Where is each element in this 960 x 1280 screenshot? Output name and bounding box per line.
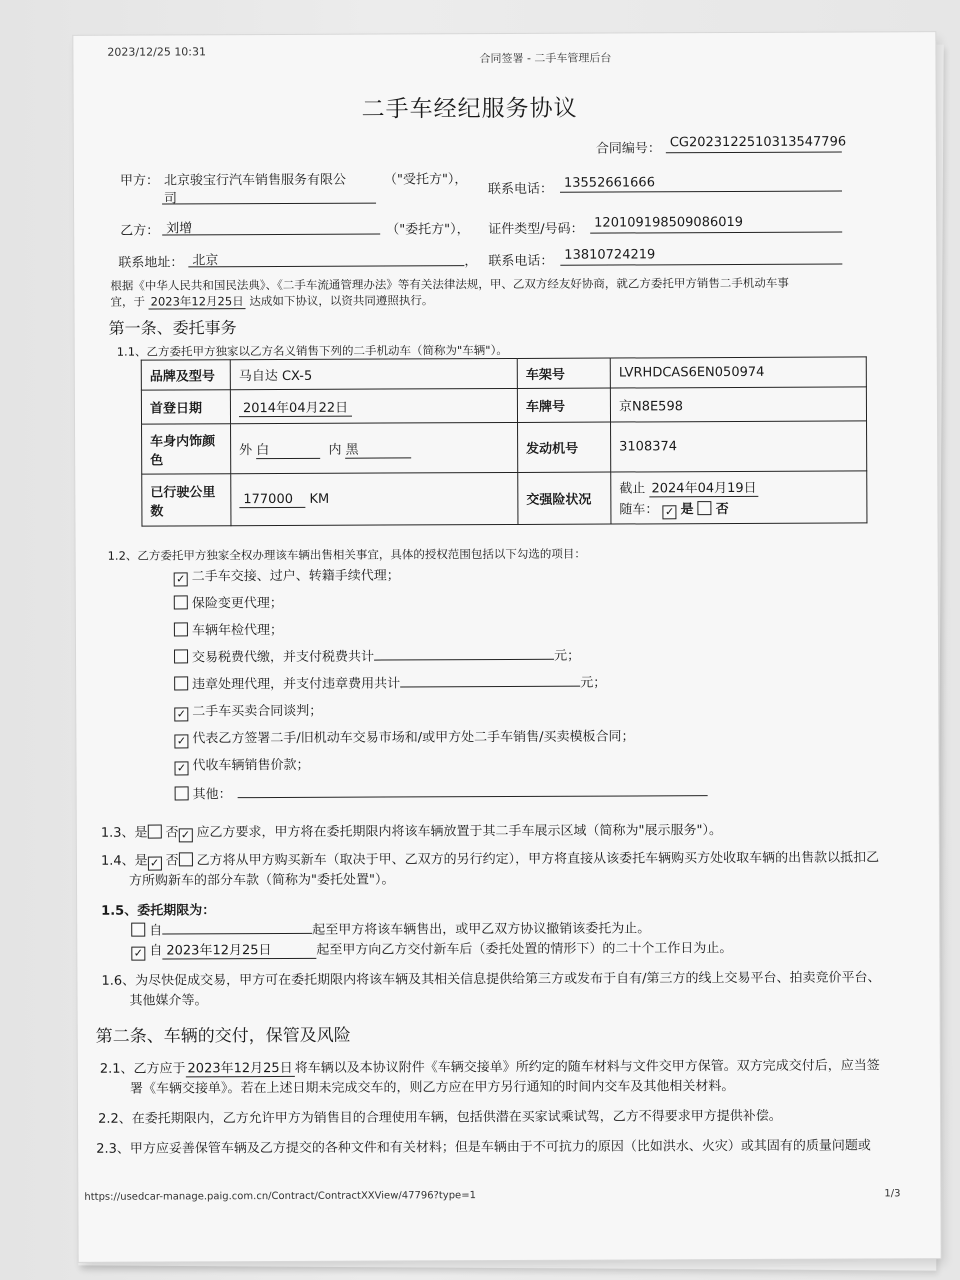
- print-header-title: 合同签署 - 二手车管理后台: [479, 51, 612, 66]
- party-a-underline: [162, 203, 376, 205]
- clause-1-3-yes-checkbox[interactable]: [147, 825, 161, 839]
- clause-1-3-pre: 1.3、是: [100, 825, 148, 841]
- option-3-text: 交易税费代缴，并支付税费共计: [192, 649, 375, 666]
- option-7-checkbox[interactable]: ✓: [174, 761, 188, 775]
- party-b-addr-label: 联系地址：: [118, 255, 184, 271]
- contract-no-label: 合同编号：: [595, 141, 661, 157]
- color-cell: [231, 422, 518, 473]
- option-4: [174, 672, 606, 693]
- contract-no-underline: [666, 152, 842, 154]
- clause-1-4-line2: 方所购新车的部分车款（简称为"委托处置"）。: [128, 872, 395, 889]
- clause-1-5-opt1-pre: 自: [149, 923, 163, 939]
- clause-2-1-pre: 2.1、乙方应于: [99, 1061, 186, 1077]
- clause-2-1-post: 将车辆以及本协议附件《车辆交接单》所约定的随车材料与文件交甲方保管。双方完成交付后，应当签: [294, 1058, 880, 1076]
- party-a-phone-underline: [560, 191, 842, 193]
- option-6: [174, 725, 634, 748]
- party-a-name: 北京骏宝行汽车销售服务有限公: [163, 172, 347, 189]
- option-1: [174, 592, 283, 611]
- plate-value: 京N8E598: [610, 387, 866, 422]
- clause-1-3-no-checkbox[interactable]: ✓: [178, 828, 192, 842]
- article1-title: 第一条、委托事务: [108, 318, 237, 338]
- ins-yes-label: 是: [680, 501, 694, 517]
- clause-1-5-title: 1.5、委托期限为：: [101, 903, 216, 919]
- ins-yes-checkbox[interactable]: ✓: [663, 505, 677, 519]
- clause-1-5-opt1-post: 起至甲方将该车辆售出，或甲乙双方协议撤销该委托为止。: [312, 921, 651, 938]
- contract-no-value: CG2023122510313547796: [669, 134, 847, 151]
- color-out-value: 白: [256, 438, 320, 458]
- option-7-text: 代收车辆销售价款；: [192, 757, 310, 774]
- engine-label: 发动机号: [518, 422, 611, 472]
- option-4-text: 违章处理代理，并支付违章费用共计: [192, 676, 401, 693]
- ins-no-checkbox[interactable]: [698, 501, 712, 515]
- option-2-text: 车辆年检代理；: [191, 622, 283, 639]
- option-4-checkbox[interactable]: [174, 676, 188, 690]
- clause-1-5-opt2-pre: 自: [149, 943, 163, 959]
- insurance-cell: [611, 471, 867, 524]
- party-a-phone: 13552661666: [563, 175, 655, 191]
- party-b-phone-label: 联系电话：: [488, 253, 554, 270]
- option-2: [174, 619, 283, 638]
- option-4-suffix: 元；: [580, 675, 607, 691]
- ins-with-label: 随车：: [619, 501, 659, 518]
- clause-1-4: [101, 846, 879, 870]
- reg-date-label: 首登日期: [141, 390, 230, 424]
- party-b-name: 刘增: [166, 221, 193, 237]
- article2-title: 第二条、车辆的交付，保管及风险: [95, 1025, 351, 1047]
- clause-2-1-date: 2023年12月25日: [185, 1061, 294, 1077]
- clause-2-3: 2.3、甲方应妥善保管车辆及乙方提交的各种文件和有关材料；但是车辆由于不可抗力的原因（比如洪水、火灾）或其固有的质量问题或: [96, 1138, 871, 1157]
- clause-2-1-line1: [100, 1054, 880, 1076]
- clause-1-1: 1.1、乙方委托甲方独家以乙方名义销售下列的二手机动车（简称为"车辆"）。: [116, 342, 508, 359]
- option-4-blank[interactable]: [400, 674, 580, 688]
- mileage-label: 已行驶公里数: [142, 474, 231, 526]
- brand-value: 马自达 CX-5: [230, 358, 517, 389]
- option-5: [174, 700, 322, 722]
- option-8-checkbox[interactable]: [175, 786, 189, 800]
- clause-1-4-no-checkbox[interactable]: [179, 852, 193, 866]
- clause-1-3: [101, 819, 722, 843]
- clause-1-5-opt2-checkbox[interactable]: ✓: [131, 947, 145, 961]
- clause-1-5-opt1: [131, 917, 650, 938]
- footer-url[interactable]: https://usedcar-manage.paig.com.cn/Contract/ContractXXView/47796?type=1: [84, 1190, 476, 1203]
- clause-1-6-line1: 1.6、为尽快促成交易，甲方可在委托期限内将该车辆及其相关信息提供给第三方或发布于自有/第三方的线上交易平台、拍卖竞价平台、: [101, 970, 881, 989]
- vehicle-table: [141, 356, 868, 526]
- color-out-label: 外: [239, 442, 253, 458]
- reg-date-cell: [230, 388, 517, 423]
- option-3-blank[interactable]: [374, 647, 554, 661]
- option-5-text: 二手车买卖合同谈判；: [192, 703, 323, 720]
- preamble-date: 2023年12月25日: [149, 294, 246, 309]
- mileage-unit: KM: [309, 491, 330, 507]
- party-a-phone-label: 联系电话：: [487, 181, 554, 198]
- option-0: [174, 564, 400, 586]
- preamble-post: 达成如下协议，以资共同遵照执行。: [249, 293, 434, 309]
- print-timestamp: 2023/12/25 10:31: [107, 45, 207, 59]
- preamble-pre: 宜，于: [110, 294, 146, 309]
- option-8-text: 其他：: [192, 787, 232, 803]
- option-0-checkbox[interactable]: ✓: [174, 572, 188, 586]
- option-6-text: 代表乙方签署二手/旧机动车交易市场和/或甲方处二手车销售/买卖模板合同；: [192, 729, 635, 747]
- party-b-role: （"委托方"），: [386, 222, 470, 238]
- party-b-addr-comma: ，: [464, 254, 478, 270]
- color-label: 车身内饰颜色: [142, 424, 231, 474]
- party-a-role: （"受托方"），: [383, 172, 468, 188]
- option-3-suffix: 元；: [554, 648, 581, 664]
- clause-1-2: 1.2、乙方委托甲方独家全权办理该车辆出售相关事宜，具体的授权范围包括以下勾选的项目：: [107, 546, 586, 563]
- engine-value: 3108374: [611, 421, 867, 472]
- option-8: [175, 781, 708, 802]
- clause-1-4-line1: 乙方将从甲方购买新车（取决于甲、乙双方的另行约定），甲方将直接从该委托车辆购买方处收取车辆的出售款以抵扣乙: [196, 850, 880, 869]
- ins-no-label: 否: [715, 501, 729, 517]
- color-in-label: 内: [328, 442, 342, 458]
- party-b-phone: 13810724219: [564, 247, 656, 263]
- clause-2-1-line2: 署《车辆交接单》。若在上述日期未完成交车的，则乙方应在甲方另行通知的时间内交车及其他相关材料。: [129, 1079, 735, 1097]
- party-b-id-underline: [590, 232, 842, 234]
- preamble-line1: 根据《中华人民共和国民法典》、《二手车流通管理办法》等有关法律法规，甲、乙双方经友好协商，就乙方委托甲方销售二手机动车事: [110, 275, 789, 293]
- ins-until-label: 截止: [619, 480, 646, 497]
- clause-1-5-opt1-blank[interactable]: [162, 921, 312, 935]
- mileage-value: 177000: [239, 491, 305, 507]
- option-1-text: 保险变更代理；: [191, 595, 283, 612]
- clause-1-4-mid: 否: [165, 853, 179, 869]
- party-b-phone-underline: [560, 264, 842, 266]
- clause-1-4-pre: 1.4、是: [100, 853, 148, 869]
- color-in-value: 黑: [346, 438, 412, 458]
- option-3: [174, 645, 580, 666]
- clause-1-4-yes-checkbox[interactable]: ✓: [148, 857, 162, 871]
- mileage-cell: [231, 472, 518, 525]
- party-b-label: 乙方：: [120, 223, 160, 239]
- party-b-id: 120109198509086019: [594, 214, 744, 231]
- insurance-label: 交强险状况: [518, 472, 611, 524]
- clause-1-5-opt2-post: 起至甲方向乙方交付新车后（委托处置的情形下）的二十个工作日为止。: [316, 941, 733, 958]
- option-1-checkbox[interactable]: [174, 595, 188, 609]
- vin-label: 车架号: [517, 358, 610, 388]
- party-b-id-label: 证件类型/号码：: [488, 221, 584, 238]
- clause-1-6-line2: 其他媒介等。: [129, 993, 208, 1009]
- clause-1-5-opt2-date: 2023年12月25日: [162, 939, 316, 960]
- option-7: [174, 754, 309, 776]
- party-b-addr: 北京: [192, 253, 219, 269]
- clause-1-3-mid: 否: [165, 825, 179, 841]
- reg-date-value: 2014年04月22日: [239, 401, 352, 417]
- party-a-label: 甲方：: [119, 173, 160, 189]
- party-b-underline: [162, 234, 380, 236]
- option-2-checkbox[interactable]: [174, 622, 188, 636]
- contract-page: [73, 32, 940, 1262]
- clause-1-3-post: 应乙方要求，甲方将在委托期限内将该车辆放置于其二手车展示区域（简称为"展示服务"）。: [196, 823, 723, 841]
- footer-page-number: 1/3: [884, 1188, 901, 1200]
- brand-label: 品牌及型号: [141, 360, 230, 390]
- option-0-text: 二手车交接、过户、转籍手续代理；: [191, 568, 400, 585]
- vin-value: LVRHDCAS6EN050974: [610, 357, 866, 388]
- clause-1-5-opt1-checkbox[interactable]: [131, 923, 145, 937]
- page-title: 二手车经纪服务协议: [361, 95, 578, 123]
- option-6-checkbox[interactable]: ✓: [174, 734, 188, 748]
- party-b-addr-underline: [188, 265, 464, 267]
- clause-2-2: 2.2、在委托期限内，乙方允许甲方为销售目的合理使用车辆，包括供潜在买家试乘试驾，乙方不得要求甲方提供补偿。: [98, 1108, 782, 1127]
- option-3-checkbox[interactable]: [174, 649, 188, 663]
- ins-until-value: 2024年04月19日: [649, 480, 758, 496]
- plate-label: 车牌号: [517, 388, 610, 422]
- option-8-blank[interactable]: [238, 783, 708, 798]
- preamble-line2: [110, 292, 433, 309]
- option-5-checkbox[interactable]: ✓: [174, 707, 188, 721]
- clause-1-5-opt2: [131, 937, 732, 961]
- party-a-name-cont: 司: [164, 191, 178, 207]
